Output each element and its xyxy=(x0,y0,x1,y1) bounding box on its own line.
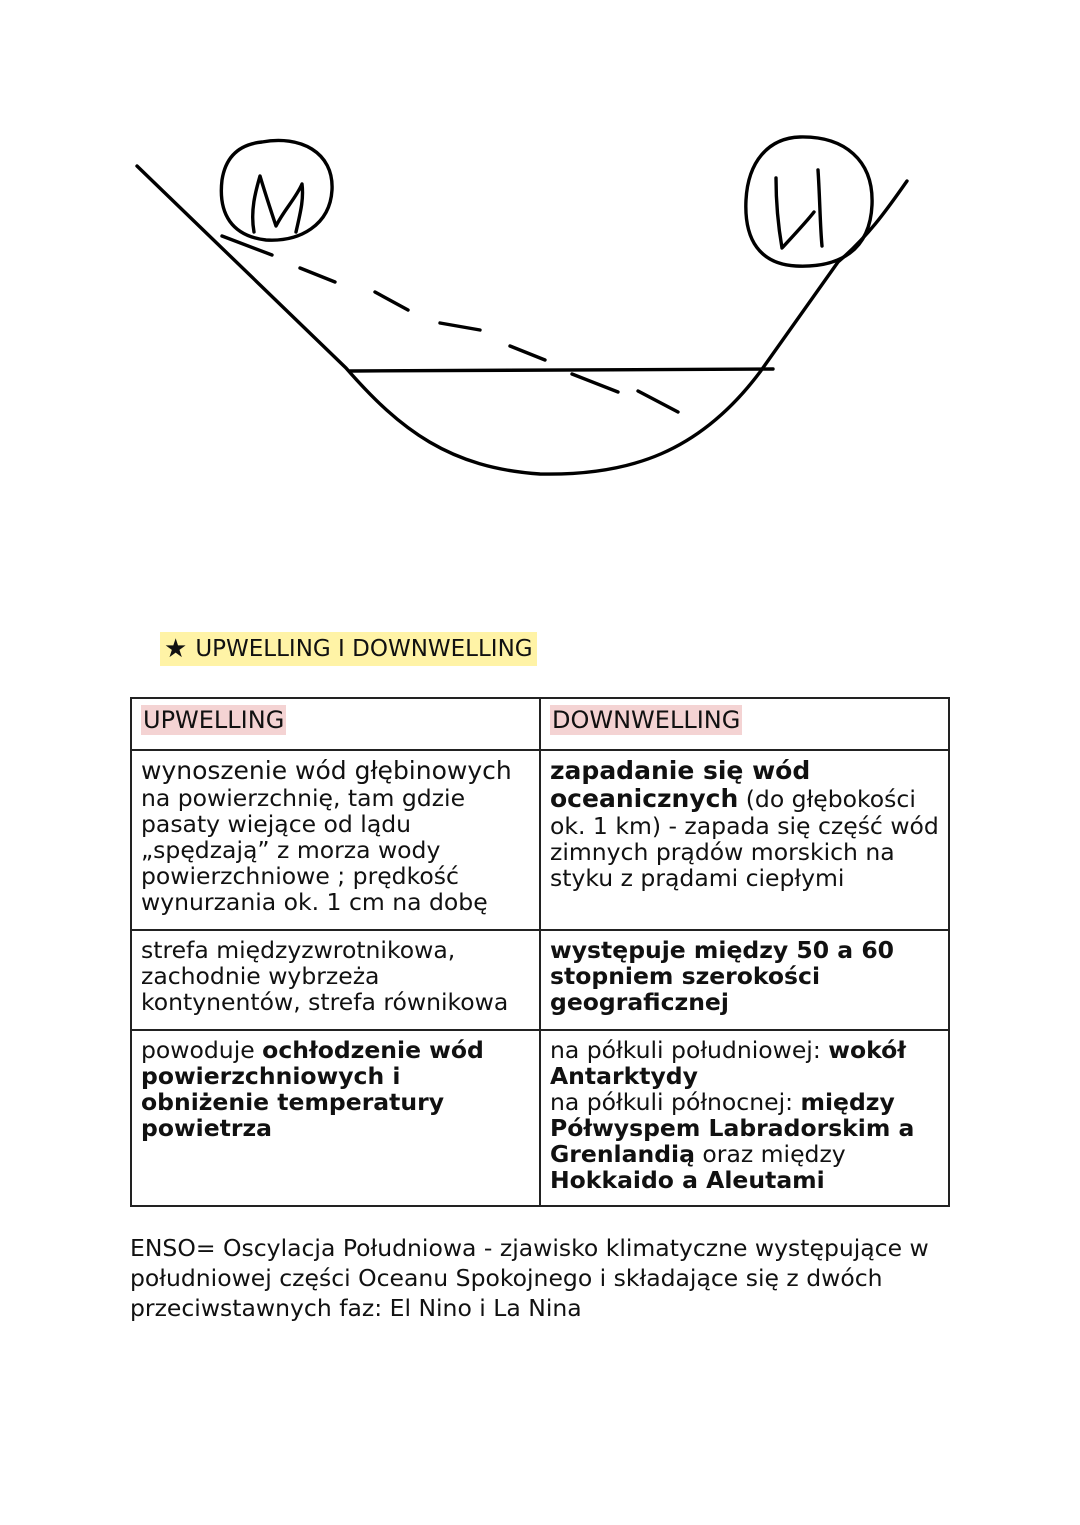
comparison-table xyxy=(130,697,950,1207)
south-hemisphere-region: wokół Antarktydy xyxy=(550,1036,906,1090)
table-row xyxy=(131,750,949,930)
section-title: UPWELLING I DOWNWELLING xyxy=(195,636,533,662)
upwelling-location xyxy=(131,930,540,1030)
downwelling-location-text: występuje między 50 a 60 stopniem szerokości geograficznej xyxy=(550,936,895,1016)
table-row xyxy=(131,930,949,1030)
enso-footnote: ENSO= Oscylacja Południowa - zjawisko klimatyczne występujące w południowej części Oceanu Spokojnego i składające się z dwóch przeciwstawnych faz: El Nino i La Nina xyxy=(130,1234,929,1322)
upwelling-definition-text: na powierzchnię, tam gdzie pasaty wiejące od lądu „spędzają” z morza wody powierzchniowe ; prędkość wynurzania ok. 1 cm na dobę xyxy=(141,784,488,916)
right-circle-letter-W xyxy=(776,170,822,248)
upwelling-location-text: strefa międzyzwrotnikowa, zachodnie wybrzeża kontynentów, strefa równikowa xyxy=(141,936,509,1016)
downwelling-definition-text: (do głębokości ok. 1 km) - zapada się część wód zimnych prądów morskich na styku z prądami ciepłymi xyxy=(550,785,939,892)
header-cell-downwelling xyxy=(540,698,949,750)
header-upwelling: UPWELLING xyxy=(143,706,285,734)
star-icon: ★ xyxy=(164,634,188,664)
north-hemisphere-connector: oraz między xyxy=(694,1140,846,1168)
table-row xyxy=(131,1030,949,1206)
tilted-surface-dashes xyxy=(222,236,678,412)
left-circle-letter-N xyxy=(253,176,303,232)
upwelling-effect xyxy=(131,1030,540,1206)
water-surface-line xyxy=(350,369,773,371)
upwelling-sketch xyxy=(0,0,1080,560)
table-header-row xyxy=(131,698,949,750)
downwelling-definition-bold: zapadanie się wód oceanicznych xyxy=(550,756,811,813)
upwelling-definition-bold: wynoszenie wód głębinowych xyxy=(141,756,512,785)
downwelling-location xyxy=(540,930,949,1030)
upwelling-effect-pre: powoduje xyxy=(141,1036,263,1064)
north-hemisphere-region-1: między Półwyspem Labradorskim a Grenlandią xyxy=(550,1088,915,1168)
header-cell-upwelling xyxy=(131,698,540,750)
north-hemisphere-region-2: Hokkaido a Aleutami xyxy=(550,1166,825,1194)
downwelling-definition xyxy=(540,750,949,930)
upwelling-effect-bold: ochłodzenie wód powierzchniowych i obniżenie temperatury powietrza xyxy=(141,1036,484,1142)
section-heading xyxy=(160,632,537,666)
south-hemisphere-label: na półkuli południowej: xyxy=(550,1036,829,1064)
downwelling-regions xyxy=(540,1030,949,1206)
header-downwelling: DOWNWELLING xyxy=(552,706,741,734)
north-hemisphere-label: na półkuli północnej: xyxy=(550,1088,801,1116)
upwelling-definition xyxy=(131,750,540,930)
